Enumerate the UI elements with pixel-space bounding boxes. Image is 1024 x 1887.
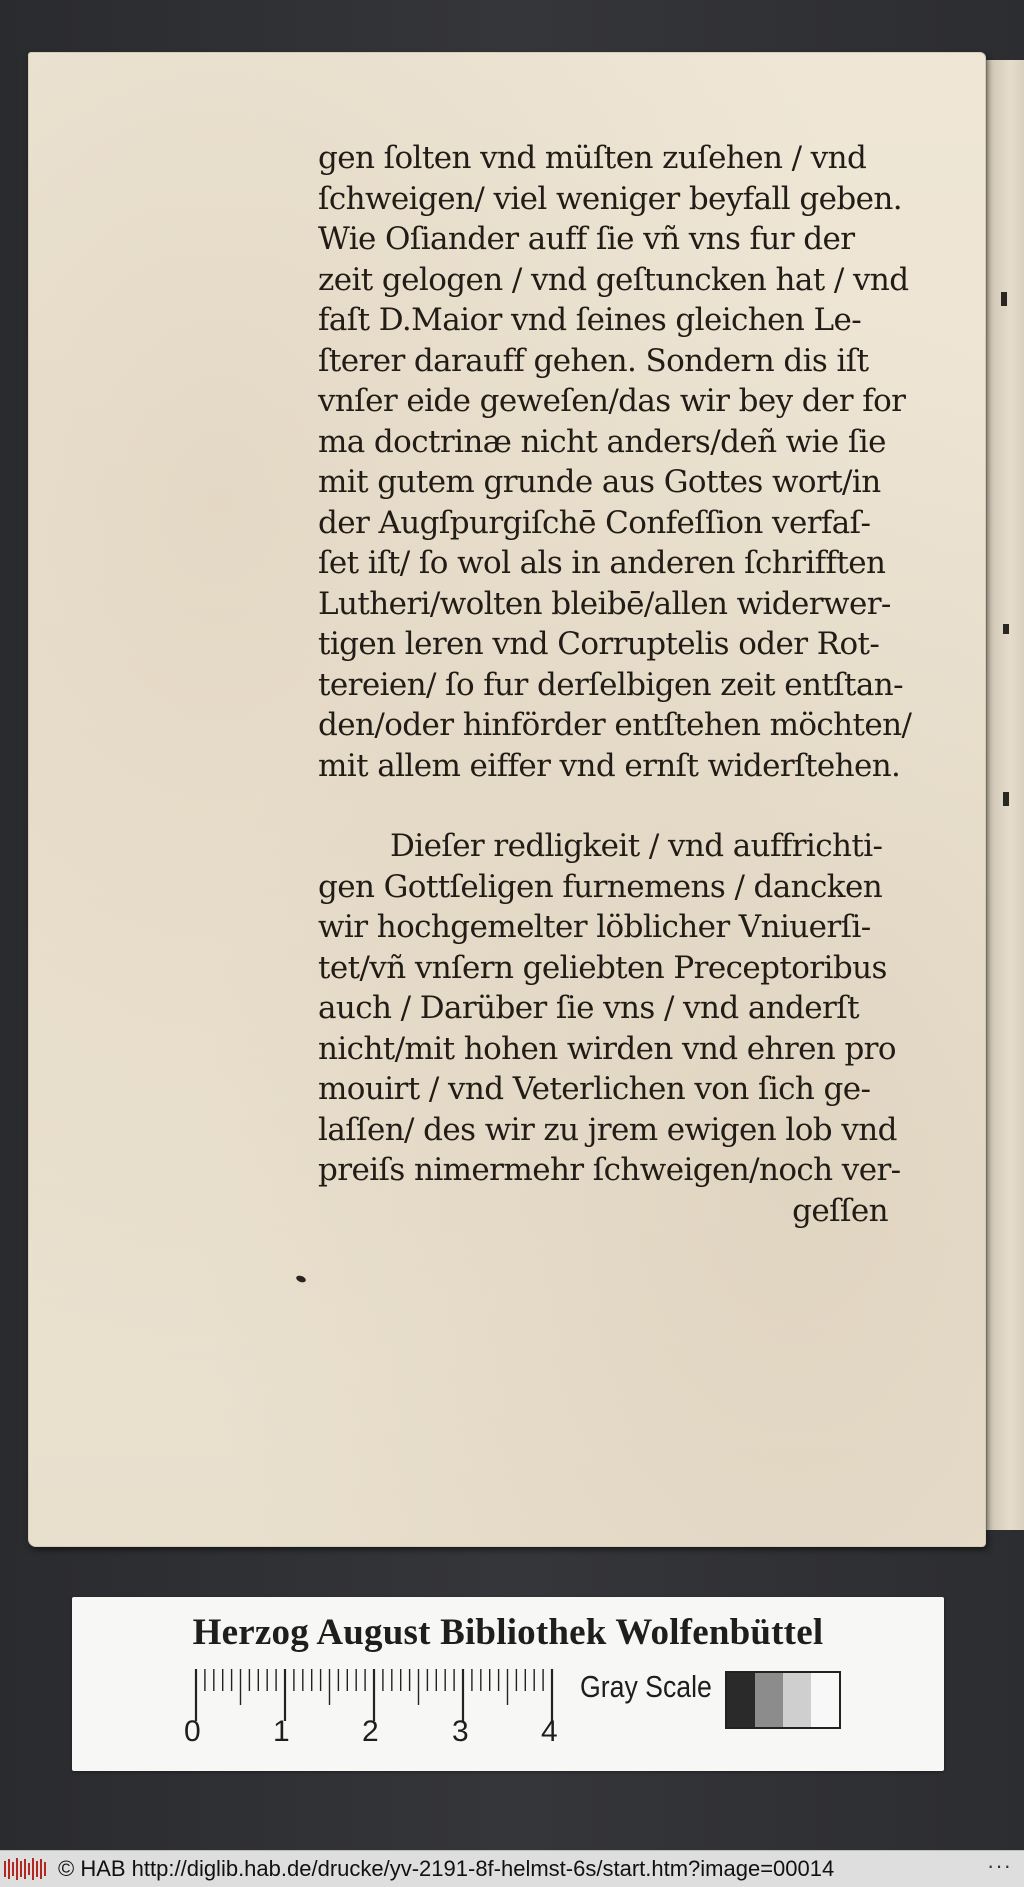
gray-scale-label: Gray Scale xyxy=(580,1669,712,1704)
text-line: mouirt / vnd Veterlichen von ſich ge- xyxy=(318,1071,871,1107)
text-line: ſterer darauff gehen. Sondern dis iſt xyxy=(318,342,869,379)
text-line: zeit gelogen / vnd geſtuncken hat / vnd xyxy=(318,261,909,298)
text-line: vnſer eide geweſen/das wir bey der for xyxy=(318,383,906,419)
library-name: Herzog August Bibliothek Wolfenbüttel xyxy=(192,1612,824,1653)
color-reference-card xyxy=(72,1597,944,1771)
page-text xyxy=(318,138,912,1231)
swatch-dark-gray xyxy=(755,1673,783,1727)
text-line: ſchweigen/ viel weniger beyfall geben. xyxy=(318,180,902,217)
swatch-white xyxy=(811,1673,839,1727)
text-line: mit allem eiffer vnd ernſt widerſtehen. xyxy=(318,747,901,784)
text-line: Dieſer redligkeit / vnd auffrichti- xyxy=(390,828,883,864)
paragraph-1 xyxy=(318,138,912,786)
status-bar xyxy=(0,1850,1024,1887)
text-line: gen ſolten vnd müſten zuſehen / vnd xyxy=(318,140,867,176)
text-line: preiſs nimermehr ſchweigen/noch ver- xyxy=(318,1152,901,1188)
more-menu-icon[interactable]: ··· xyxy=(987,1853,1012,1878)
text-line: tereien/ ſo fur derſelbigen zeit entſtan- xyxy=(318,666,904,703)
text-line: Lutheri/wolten bleibē/allen widerwer- xyxy=(318,585,891,622)
text-line: nicht/mit hohen wirden vnd ehren pro xyxy=(318,1030,896,1067)
ruler-number: 2 xyxy=(362,1715,379,1748)
text-line: ſet iſt/ ſo wol als in anderen ſchrifften xyxy=(318,545,886,581)
ink-mark xyxy=(1003,792,1009,806)
ruler-number: 0 xyxy=(184,1715,201,1748)
text-line: tigen leren vnd Corruptelis oder Rot- xyxy=(318,626,880,662)
text-line: gen Gottſeligen furnemens / dancken xyxy=(318,868,883,905)
text-line: laſſen/ des wir zu jrem ewigen lob vnd xyxy=(318,1111,897,1148)
text-line: ma doctrinæ nicht anders/deñ wie ſie xyxy=(318,423,886,460)
adjacent-page-edge xyxy=(985,60,1024,1530)
text-line: wir hochgemelter löblicher Vniuerſi- xyxy=(318,909,871,945)
ruler-number: 4 xyxy=(541,1715,558,1748)
text-line: den/oder hinförder entſtehen möchten/ xyxy=(318,707,912,743)
text-line: mit gutem grunde aus Gottes wort/in xyxy=(318,464,881,500)
swatch-black xyxy=(727,1673,755,1727)
gray-scale-swatches xyxy=(725,1671,841,1729)
text-line: auch / Darüber ſie vns / vnd anderſt xyxy=(318,990,860,1026)
text-line: faſt D.Maior vnd ſeines gleichen Le- xyxy=(318,302,862,338)
copyright-url[interactable]: © HAB http://diglib.hab.de/drucke/yv-2191-8f-helmst-6s/start.htm?image=00014 xyxy=(58,1856,835,1881)
text-line: der Augſpurgiſchē Confeſſion verfaſ- xyxy=(318,504,871,541)
ruler-number: 1 xyxy=(273,1715,290,1748)
text-line: tet/vñ vnſern geliebten Preceptoribus xyxy=(318,949,887,986)
catchword: geſſen xyxy=(792,1192,888,1229)
paragraph-2 xyxy=(318,826,901,1191)
ruler-scale xyxy=(192,1669,632,1725)
text-line: Wie Oſiander auff ſie vñ vns fur der xyxy=(318,221,855,257)
ink-mark xyxy=(1001,292,1007,306)
ink-mark xyxy=(1003,624,1009,634)
hab-logo-icon xyxy=(4,1857,48,1881)
ruler-number: 3 xyxy=(452,1715,469,1748)
swatch-light-gray xyxy=(783,1673,811,1727)
